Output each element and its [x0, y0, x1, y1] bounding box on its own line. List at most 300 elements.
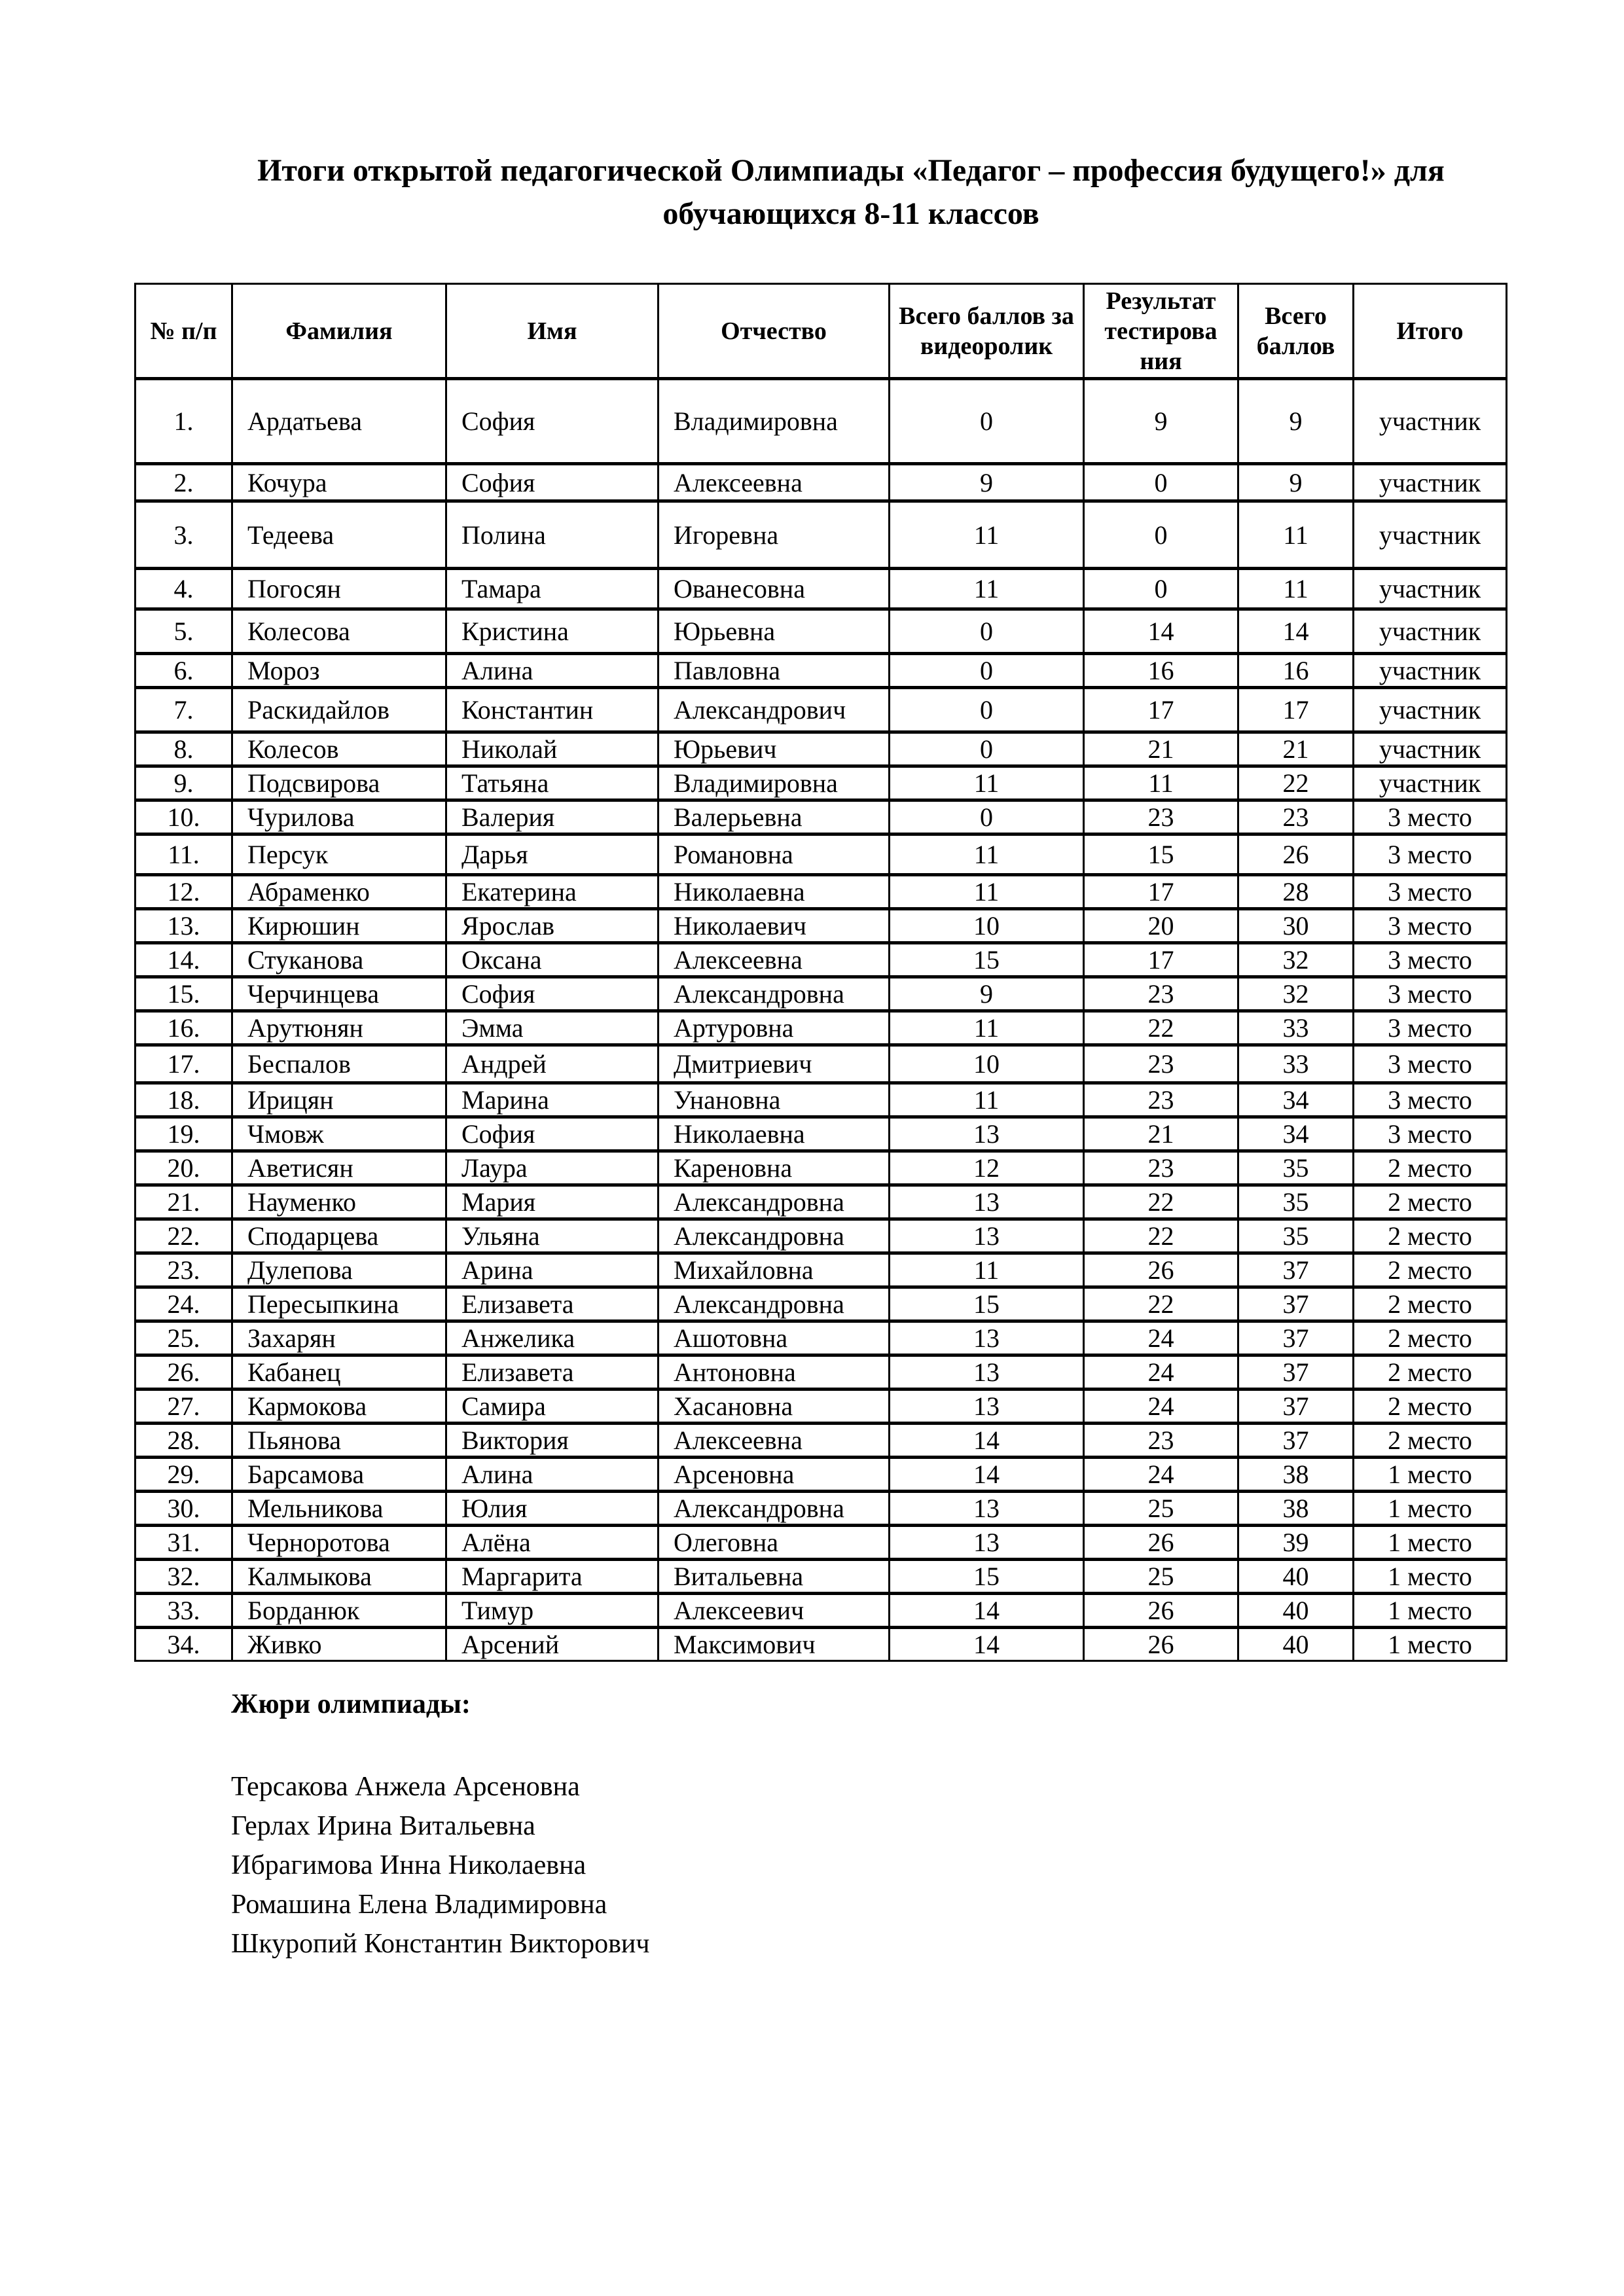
- test-score-cell: 23: [1084, 1151, 1238, 1185]
- test-score-cell: 23: [1084, 1045, 1238, 1083]
- patronymic-cell: Александровна: [659, 1287, 890, 1321]
- last-name-cell: Кабанец: [232, 1355, 446, 1390]
- result-cell: 3 место: [1354, 1117, 1507, 1151]
- result-cell: участник: [1354, 766, 1507, 800]
- table-row: [135, 1628, 1507, 1661]
- first-name-cell: Юлия: [446, 1492, 659, 1526]
- result-cell: 3 место: [1354, 800, 1507, 834]
- jury-member: Ибрагимова Инна Николаевна: [231, 1850, 586, 1880]
- first-name-cell: Ярослав: [446, 909, 659, 943]
- total-score-cell: 9: [1238, 464, 1354, 501]
- first-name-cell: Лаура: [446, 1151, 659, 1185]
- test-score-cell: 15: [1084, 834, 1238, 875]
- video-score-cell: 13: [890, 1390, 1084, 1424]
- total-score-cell: 38: [1238, 1492, 1354, 1526]
- result-cell: 2 место: [1354, 1390, 1507, 1424]
- total-score-cell: 28: [1238, 875, 1354, 909]
- row-number: 1.: [135, 379, 232, 464]
- result-cell: 3 место: [1354, 1083, 1507, 1117]
- row-number: 12.: [135, 875, 232, 909]
- result-cell: участник: [1354, 688, 1507, 732]
- video-score-cell: 0: [890, 800, 1084, 834]
- first-name-cell: Ульяна: [446, 1219, 659, 1253]
- last-name-cell: Мельникова: [232, 1492, 446, 1526]
- test-score-cell: 17: [1084, 688, 1238, 732]
- jury-member: Терсакова Анжела Арсеновна: [231, 1772, 580, 1802]
- row-number: 22.: [135, 1219, 232, 1253]
- video-score-cell: 11: [890, 875, 1084, 909]
- video-score-cell: 11: [890, 1011, 1084, 1045]
- table-row: [135, 1355, 1507, 1390]
- patronymic-cell: Артуровна: [659, 1011, 890, 1045]
- video-score-cell: 9: [890, 977, 1084, 1011]
- table-row: [135, 1011, 1507, 1045]
- result-cell: участник: [1354, 569, 1507, 609]
- total-score-cell: 37: [1238, 1390, 1354, 1424]
- row-number: 27.: [135, 1390, 232, 1424]
- last-name-cell: Чмовж: [232, 1117, 446, 1151]
- first-name-cell: Арина: [446, 1253, 659, 1287]
- last-name-cell: Ардатьева: [232, 379, 446, 464]
- total-score-cell: 38: [1238, 1458, 1354, 1492]
- last-name-cell: Борданюк: [232, 1594, 446, 1628]
- video-score-cell: 13: [890, 1117, 1084, 1151]
- patronymic-cell: Антоновна: [659, 1355, 890, 1390]
- total-score-cell: 35: [1238, 1151, 1354, 1185]
- row-number: 13.: [135, 909, 232, 943]
- table-row: [135, 875, 1507, 909]
- patronymic-cell: Ованесовна: [659, 569, 890, 609]
- test-score-cell: 11: [1084, 766, 1238, 800]
- last-name-cell: Кочура: [232, 464, 446, 501]
- table-row: [135, 909, 1507, 943]
- test-score-cell: 23: [1084, 1083, 1238, 1117]
- test-score-cell: 26: [1084, 1253, 1238, 1287]
- last-name-cell: Ирицян: [232, 1083, 446, 1117]
- table-row: [135, 464, 1507, 501]
- first-name-cell: Эмма: [446, 1011, 659, 1045]
- video-score-cell: 10: [890, 1045, 1084, 1083]
- video-score-cell: 13: [890, 1492, 1084, 1526]
- patronymic-cell: Арсеновна: [659, 1458, 890, 1492]
- table-row: [135, 1117, 1507, 1151]
- patronymic-cell: Кареновна: [659, 1151, 890, 1185]
- patronymic-cell: Олеговна: [659, 1526, 890, 1560]
- total-score-cell: 30: [1238, 909, 1354, 943]
- patronymic-cell: Михайловна: [659, 1253, 890, 1287]
- total-score-cell: 17: [1238, 688, 1354, 732]
- patronymic-cell: Александровна: [659, 1492, 890, 1526]
- test-score-cell: 21: [1084, 732, 1238, 766]
- patronymic-cell: Алексеевна: [659, 1424, 890, 1458]
- total-score-cell: 34: [1238, 1117, 1354, 1151]
- first-name-cell: Валерия: [446, 800, 659, 834]
- patronymic-cell: Николаевна: [659, 875, 890, 909]
- table-row: [135, 379, 1507, 464]
- table-body: [135, 379, 1507, 1661]
- patronymic-cell: Павловна: [659, 654, 890, 688]
- total-score-cell: 35: [1238, 1185, 1354, 1219]
- first-name-cell: Екатерина: [446, 875, 659, 909]
- total-score-cell: 37: [1238, 1287, 1354, 1321]
- result-cell: 2 место: [1354, 1151, 1507, 1185]
- test-score-cell: 21: [1084, 1117, 1238, 1151]
- result-cell: 2 место: [1354, 1219, 1507, 1253]
- jury-list: [231, 1767, 650, 1964]
- first-name-cell: Виктория: [446, 1424, 659, 1458]
- test-score-cell: 26: [1084, 1628, 1238, 1661]
- table-row: [135, 1390, 1507, 1424]
- table-row: [135, 1253, 1507, 1287]
- table-row: [135, 1560, 1507, 1594]
- first-name-cell: Марина: [446, 1083, 659, 1117]
- row-number: 10.: [135, 800, 232, 834]
- test-score-cell: 25: [1084, 1492, 1238, 1526]
- test-score-cell: 23: [1084, 1424, 1238, 1458]
- first-name-cell: Мария: [446, 1185, 659, 1219]
- document-title: [196, 149, 1506, 236]
- last-name-cell: Подсвирова: [232, 766, 446, 800]
- jury-member: Ромашина Елена Владимировна: [231, 1890, 607, 1920]
- result-cell: участник: [1354, 732, 1507, 766]
- row-number: 24.: [135, 1287, 232, 1321]
- first-name-cell: Андрей: [446, 1045, 659, 1083]
- last-name-cell: Кармокова: [232, 1390, 446, 1424]
- test-score-cell: 22: [1084, 1287, 1238, 1321]
- row-number: 26.: [135, 1355, 232, 1390]
- video-score-cell: 0: [890, 732, 1084, 766]
- patronymic-cell: Николаевич: [659, 909, 890, 943]
- video-score-cell: 13: [890, 1185, 1084, 1219]
- header-result: Итого: [1354, 284, 1507, 379]
- table-row: [135, 1321, 1507, 1355]
- patronymic-cell: Унановна: [659, 1083, 890, 1117]
- last-name-cell: Беспалов: [232, 1045, 446, 1083]
- result-cell: 1 место: [1354, 1560, 1507, 1594]
- video-score-cell: 11: [890, 569, 1084, 609]
- last-name-cell: Барсамова: [232, 1458, 446, 1492]
- jury-member: Герлах Ирина Витальевна: [231, 1811, 535, 1841]
- row-number: 18.: [135, 1083, 232, 1117]
- test-score-cell: 24: [1084, 1390, 1238, 1424]
- video-score-cell: 13: [890, 1526, 1084, 1560]
- video-score-cell: 15: [890, 1560, 1084, 1594]
- test-score-cell: 24: [1084, 1321, 1238, 1355]
- row-number: 32.: [135, 1560, 232, 1594]
- patronymic-cell: Хасановна: [659, 1390, 890, 1424]
- last-name-cell: Стуканова: [232, 943, 446, 977]
- video-score-cell: 11: [890, 834, 1084, 875]
- first-name-cell: София: [446, 464, 659, 501]
- table-row: [135, 1458, 1507, 1492]
- total-score-cell: 37: [1238, 1253, 1354, 1287]
- first-name-cell: Тимур: [446, 1594, 659, 1628]
- patronymic-cell: Игоревна: [659, 501, 890, 569]
- table-row: [135, 1424, 1507, 1458]
- row-number: 9.: [135, 766, 232, 800]
- row-number: 21.: [135, 1185, 232, 1219]
- video-score-cell: 13: [890, 1355, 1084, 1390]
- table-row: [135, 943, 1507, 977]
- header-first-name: Имя: [446, 284, 659, 379]
- video-score-cell: 14: [890, 1424, 1084, 1458]
- test-score-cell: 0: [1084, 501, 1238, 569]
- patronymic-cell: Владимировна: [659, 766, 890, 800]
- result-cell: 1 место: [1354, 1526, 1507, 1560]
- first-name-cell: Тамара: [446, 569, 659, 609]
- table-row: [135, 688, 1507, 732]
- row-number: 19.: [135, 1117, 232, 1151]
- title-line-1: Итоги открытой педагогической Олимпиады «Педагог – профессия будущего!» для: [257, 153, 1445, 188]
- test-score-cell: 17: [1084, 875, 1238, 909]
- video-score-cell: 11: [890, 1253, 1084, 1287]
- patronymic-cell: Александрович: [659, 688, 890, 732]
- row-number: 14.: [135, 943, 232, 977]
- first-name-cell: Алёна: [446, 1526, 659, 1560]
- total-score-cell: 14: [1238, 609, 1354, 654]
- test-score-cell: 22: [1084, 1185, 1238, 1219]
- patronymic-cell: Юрьевна: [659, 609, 890, 654]
- patronymic-cell: Дмитриевич: [659, 1045, 890, 1083]
- video-score-cell: 10: [890, 909, 1084, 943]
- total-score-cell: 40: [1238, 1594, 1354, 1628]
- table-row: [135, 800, 1507, 834]
- table-row: [135, 732, 1507, 766]
- first-name-cell: Николай: [446, 732, 659, 766]
- video-score-cell: 11: [890, 766, 1084, 800]
- first-name-cell: Кристина: [446, 609, 659, 654]
- header-number: № п/п: [135, 284, 232, 379]
- result-cell: 1 место: [1354, 1594, 1507, 1628]
- table-row: [135, 1492, 1507, 1526]
- first-name-cell: София: [446, 379, 659, 464]
- table-row: [135, 501, 1507, 569]
- result-cell: 3 место: [1354, 977, 1507, 1011]
- total-score-cell: 9: [1238, 379, 1354, 464]
- test-score-cell: 0: [1084, 569, 1238, 609]
- header-total-score: Всего баллов: [1238, 284, 1354, 379]
- video-score-cell: 15: [890, 1287, 1084, 1321]
- video-score-cell: 11: [890, 1083, 1084, 1117]
- first-name-cell: Алина: [446, 1458, 659, 1492]
- video-score-cell: 0: [890, 379, 1084, 464]
- first-name-cell: Алина: [446, 654, 659, 688]
- patronymic-cell: Николаевна: [659, 1117, 890, 1151]
- video-score-cell: 13: [890, 1321, 1084, 1355]
- test-score-cell: 17: [1084, 943, 1238, 977]
- test-score-cell: 9: [1084, 379, 1238, 464]
- result-cell: 2 место: [1354, 1355, 1507, 1390]
- first-name-cell: Константин: [446, 688, 659, 732]
- total-score-cell: 16: [1238, 654, 1354, 688]
- table-row: [135, 1045, 1507, 1083]
- result-cell: 2 место: [1354, 1424, 1507, 1458]
- total-score-cell: 23: [1238, 800, 1354, 834]
- total-score-cell: 40: [1238, 1628, 1354, 1661]
- total-score-cell: 40: [1238, 1560, 1354, 1594]
- total-score-cell: 39: [1238, 1526, 1354, 1560]
- last-name-cell: Калмыкова: [232, 1560, 446, 1594]
- header-last-name: Фамилия: [232, 284, 446, 379]
- table-row: [135, 1151, 1507, 1185]
- test-score-cell: 14: [1084, 609, 1238, 654]
- table-row: [135, 766, 1507, 800]
- result-cell: 2 место: [1354, 1321, 1507, 1355]
- video-score-cell: 13: [890, 1219, 1084, 1253]
- last-name-cell: Чурилова: [232, 800, 446, 834]
- first-name-cell: Арсений: [446, 1628, 659, 1661]
- result-cell: участник: [1354, 501, 1507, 569]
- patronymic-cell: Алексеевич: [659, 1594, 890, 1628]
- video-score-cell: 14: [890, 1458, 1084, 1492]
- patronymic-cell: Витальевна: [659, 1560, 890, 1594]
- result-cell: участник: [1354, 464, 1507, 501]
- result-cell: 1 место: [1354, 1458, 1507, 1492]
- patronymic-cell: Максимович: [659, 1628, 890, 1661]
- test-score-cell: 22: [1084, 1011, 1238, 1045]
- test-score-cell: 24: [1084, 1458, 1238, 1492]
- last-name-cell: Тедеева: [232, 501, 446, 569]
- row-number: 17.: [135, 1045, 232, 1083]
- total-score-cell: 33: [1238, 1011, 1354, 1045]
- row-number: 4.: [135, 569, 232, 609]
- table-row: [135, 654, 1507, 688]
- jury-title: Жюри олимпиады:: [231, 1689, 471, 1719]
- patronymic-cell: Александровна: [659, 1219, 890, 1253]
- table-row: [135, 977, 1507, 1011]
- video-score-cell: 0: [890, 654, 1084, 688]
- last-name-cell: Арутюнян: [232, 1011, 446, 1045]
- row-number: 33.: [135, 1594, 232, 1628]
- total-score-cell: 34: [1238, 1083, 1354, 1117]
- last-name-cell: Мороз: [232, 654, 446, 688]
- row-number: 5.: [135, 609, 232, 654]
- result-cell: 2 место: [1354, 1253, 1507, 1287]
- video-score-cell: 9: [890, 464, 1084, 501]
- result-cell: 3 место: [1354, 1011, 1507, 1045]
- header-video-score: Всего баллов за видеоролик: [890, 284, 1084, 379]
- last-name-cell: Колесова: [232, 609, 446, 654]
- result-cell: 1 место: [1354, 1492, 1507, 1526]
- first-name-cell: Анжелика: [446, 1321, 659, 1355]
- result-cell: участник: [1354, 654, 1507, 688]
- row-number: 11.: [135, 834, 232, 875]
- row-number: 34.: [135, 1628, 232, 1661]
- header-patronymic: Отчество: [659, 284, 890, 379]
- total-score-cell: 37: [1238, 1355, 1354, 1390]
- result-cell: 1 место: [1354, 1628, 1507, 1661]
- table-row: [135, 1083, 1507, 1117]
- table-row: [135, 1526, 1507, 1560]
- video-score-cell: 0: [890, 609, 1084, 654]
- row-number: 7.: [135, 688, 232, 732]
- last-name-cell: Персук: [232, 834, 446, 875]
- first-name-cell: Дарья: [446, 834, 659, 875]
- last-name-cell: Колесов: [232, 732, 446, 766]
- row-number: 29.: [135, 1458, 232, 1492]
- result-cell: 3 место: [1354, 1045, 1507, 1083]
- test-score-cell: 26: [1084, 1594, 1238, 1628]
- test-score-cell: 26: [1084, 1526, 1238, 1560]
- last-name-cell: Раскидайлов: [232, 688, 446, 732]
- table-row: [135, 1594, 1507, 1628]
- test-score-cell: 24: [1084, 1355, 1238, 1390]
- total-score-cell: 11: [1238, 569, 1354, 609]
- result-cell: участник: [1354, 609, 1507, 654]
- total-score-cell: 37: [1238, 1424, 1354, 1458]
- row-number: 25.: [135, 1321, 232, 1355]
- last-name-cell: Живко: [232, 1628, 446, 1661]
- first-name-cell: Самира: [446, 1390, 659, 1424]
- total-score-cell: 22: [1238, 766, 1354, 800]
- last-name-cell: Черчинцева: [232, 977, 446, 1011]
- result-cell: 3 место: [1354, 943, 1507, 977]
- table-row: [135, 569, 1507, 609]
- header-test-result: Результат тестирова ния: [1084, 284, 1238, 379]
- last-name-cell: Пьянова: [232, 1424, 446, 1458]
- last-name-cell: Черноротова: [232, 1526, 446, 1560]
- last-name-cell: Аветисян: [232, 1151, 446, 1185]
- table-row: [135, 1287, 1507, 1321]
- row-number: 2.: [135, 464, 232, 501]
- patronymic-cell: Алексеевна: [659, 464, 890, 501]
- row-number: 6.: [135, 654, 232, 688]
- patronymic-cell: Алексеевна: [659, 943, 890, 977]
- row-number: 15.: [135, 977, 232, 1011]
- total-score-cell: 32: [1238, 943, 1354, 977]
- last-name-cell: Сподарцева: [232, 1219, 446, 1253]
- result-cell: 3 место: [1354, 909, 1507, 943]
- video-score-cell: 14: [890, 1594, 1084, 1628]
- row-number: 28.: [135, 1424, 232, 1458]
- last-name-cell: Кирюшин: [232, 909, 446, 943]
- table-row: [135, 1185, 1507, 1219]
- test-score-cell: 20: [1084, 909, 1238, 943]
- total-score-cell: 33: [1238, 1045, 1354, 1083]
- row-number: 3.: [135, 501, 232, 569]
- table-header-row: [135, 284, 1507, 379]
- title-line-2: обучающихся 8-11 классов: [662, 196, 1039, 231]
- test-score-cell: 25: [1084, 1560, 1238, 1594]
- last-name-cell: Пересыпкина: [232, 1287, 446, 1321]
- last-name-cell: Погосян: [232, 569, 446, 609]
- total-score-cell: 35: [1238, 1219, 1354, 1253]
- last-name-cell: Захарян: [232, 1321, 446, 1355]
- result-cell: 3 место: [1354, 834, 1507, 875]
- patronymic-cell: Ашотовна: [659, 1321, 890, 1355]
- patronymic-cell: Владимировна: [659, 379, 890, 464]
- table-row: [135, 609, 1507, 654]
- row-number: 20.: [135, 1151, 232, 1185]
- row-number: 8.: [135, 732, 232, 766]
- test-score-cell: 23: [1084, 800, 1238, 834]
- total-score-cell: 26: [1238, 834, 1354, 875]
- result-cell: 3 место: [1354, 875, 1507, 909]
- results-table: [134, 283, 1507, 1662]
- patronymic-cell: Александровна: [659, 977, 890, 1011]
- row-number: 16.: [135, 1011, 232, 1045]
- test-score-cell: 16: [1084, 654, 1238, 688]
- total-score-cell: 37: [1238, 1321, 1354, 1355]
- video-score-cell: 11: [890, 501, 1084, 569]
- result-cell: участник: [1354, 379, 1507, 464]
- test-score-cell: 23: [1084, 977, 1238, 1011]
- table-row: [135, 834, 1507, 875]
- patronymic-cell: Юрьевич: [659, 732, 890, 766]
- first-name-cell: Татьяна: [446, 766, 659, 800]
- result-cell: 2 место: [1354, 1185, 1507, 1219]
- patronymic-cell: Александровна: [659, 1185, 890, 1219]
